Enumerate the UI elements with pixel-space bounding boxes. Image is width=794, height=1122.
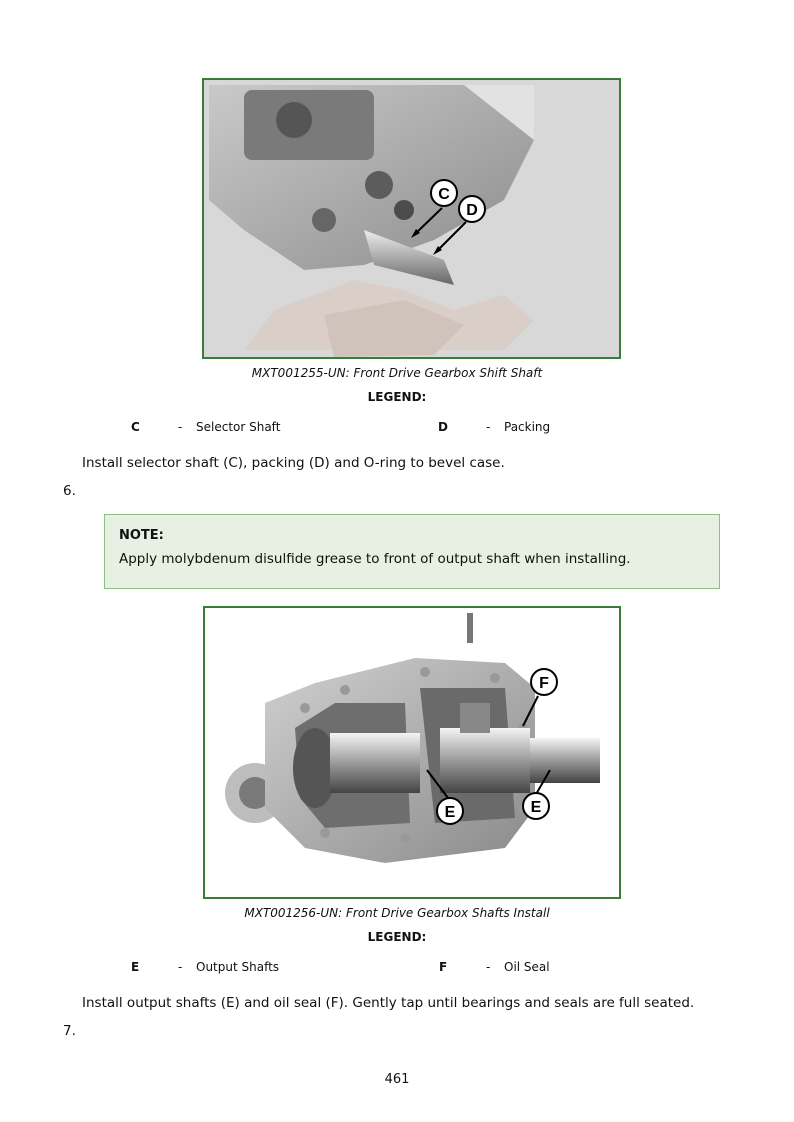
legend-desc: Packing <box>504 420 551 434</box>
legend-key: F <box>439 960 448 974</box>
step7-number: 7. <box>63 1023 76 1039</box>
step6-number: 6. <box>63 483 76 499</box>
legend-key: D <box>438 420 448 434</box>
callout-c-label: C <box>438 186 450 203</box>
step6-instruction: Install output shafts (E) and oil seal (F). Gently tap until bearings and seals are full seated. <box>82 995 695 1011</box>
legend-desc: Oil Seal <box>504 960 550 974</box>
note-text: Apply molybdenum disulfide grease to front of output shaft when installing. <box>119 551 631 567</box>
callout-d-label: D <box>466 202 478 219</box>
figure-shift-shaft-photo <box>202 78 621 359</box>
note-box <box>104 514 720 589</box>
legend-dash: - <box>178 960 183 974</box>
page-number: 461 <box>384 1072 410 1087</box>
output-shafts-illustration <box>205 608 619 897</box>
figure2-caption: MXT001256-UN: Front Drive Gearbox Shafts Install <box>244 906 550 920</box>
callout-f-label: F <box>539 675 549 692</box>
figure2-legend-title: LEGEND: <box>367 930 427 944</box>
figure1-legend-title: LEGEND: <box>367 390 427 404</box>
note-title: NOTE: <box>119 528 164 543</box>
shift-shaft-illustration <box>204 80 619 357</box>
figure-output-shafts-photo <box>203 606 621 899</box>
legend-key: C <box>131 420 140 434</box>
legend-desc: Selector Shaft <box>196 420 281 434</box>
callout-e-label-left: E <box>444 804 456 821</box>
legend-key: E <box>131 960 140 974</box>
legend-dash: - <box>178 420 183 434</box>
legend-dash: - <box>486 420 491 434</box>
legend-desc: Output Shafts <box>196 960 280 974</box>
legend-dash: - <box>486 960 491 974</box>
callout-e-label-right: E <box>530 799 542 816</box>
figure1-caption: MXT001255-UN: Front Drive Gearbox Shift Shaft <box>251 366 543 380</box>
step5-instruction: Install selector shaft (C), packing (D) and O-ring to bevel case. <box>82 455 505 471</box>
